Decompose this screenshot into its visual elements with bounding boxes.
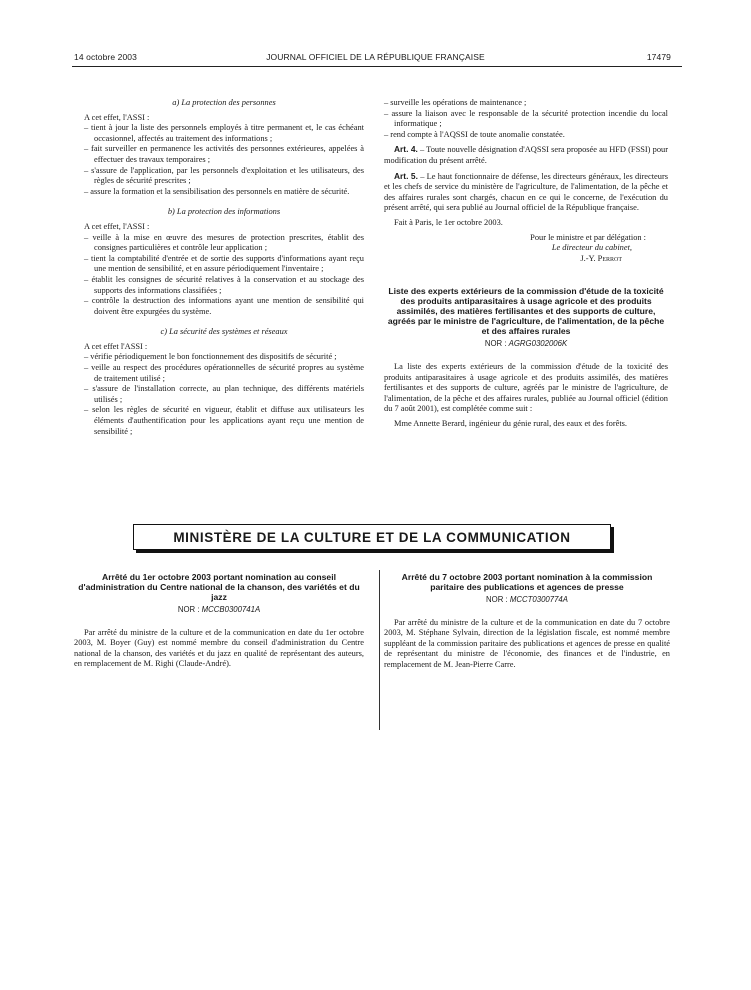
- bottom-right-column: [384, 572, 670, 671]
- list-nor: [384, 339, 668, 350]
- done-at: Fait à Paris, le 1er octobre 2003.: [394, 217, 503, 227]
- decree-title-right: Arrêté du 7 octobre 2003 portant nomination à la commission paritaire des publications et agences de presse: [401, 572, 653, 592]
- section-a-item: – tient à jour la liste des personnels employés à titre permanent et, le cas échéant occasionnel, affectés au traitement des informations ;: [84, 123, 364, 143]
- decree-paragraph-left: Par arrêté du ministre de la culture et de la communication en date du 1er octobre 2003, M. Boyer (Guy) est nommé membre du conseil d'administration du Centre national de la chanson, des variétés et du jazz en qualité de représentant des auteurs, en remplacement de M. Righi (Claude-André).: [74, 627, 364, 669]
- article-4-label: Art. 4.: [394, 144, 418, 155]
- section-b-item: – contrôle la destruction des informations ayant une mention de sensibilité qui doivent être expurgées du système.: [84, 296, 364, 316]
- section-a-item: – fait surveiller en permanence les activités des personnes extérieures, appelées à effectuer des travaux temporaires ;: [84, 144, 364, 164]
- section-b-intro: A cet effet, l'ASSI :: [84, 221, 150, 231]
- decree-nor-left: [74, 605, 364, 616]
- header-rule: [72, 66, 682, 67]
- section-a-item: – assure la formation et la sensibilisation des personnels en matière de sécurité.: [84, 186, 350, 196]
- nor-code: MCCB0300741A: [201, 605, 261, 614]
- section-a-intro: A cet effet, l'ASSI :: [84, 112, 150, 122]
- article-5-label: Art. 5.: [394, 170, 418, 181]
- list-paragraph: La liste des experts extérieurs de la commission d'étude de la toxicité des produits antiparasitaires à usage agricole et des produits assimilés, des matières fertilisantes et des supports de culture, agréés par le ministre de l'agriculture, de l'alimentation, de la pêche et des affaires rurales, publiée au Journal officiel (édition du 7 août 2001), est complétée comme suit :: [384, 361, 668, 414]
- signature-name: J.-Y. Perrot: [580, 253, 622, 263]
- section-c-intro: A cet effet l'ASSI :: [84, 341, 148, 351]
- nor-label: NOR :: [486, 595, 510, 604]
- article-4: [384, 144, 668, 166]
- decree-nor-right: [384, 595, 670, 606]
- header-date: 14 octobre 2003: [74, 52, 137, 62]
- decree-title-left: Arrêté du 1er octobre 2003 portant nomination au conseil d'administration du Centre national de la chanson, des variétés et du jazz: [78, 572, 360, 602]
- article-5-text: – Le haut fonctionnaire de défense, les directeurs généraux, les directeurs et les chefs de service du ministère de l'agriculture, de l'alimentation, de la pêche et des affaires rurales sont chargés, chacun en ce qui le concerne, de l'exécution du présent arrêté, qui sera publié au Journal officiel de la République française.: [384, 171, 668, 213]
- section-c-item: – s'assure de l'installation correcte, au plan technique, des différents matériels utilisés ;: [84, 384, 364, 404]
- nor-label: NOR :: [177, 605, 202, 614]
- right-column: [384, 98, 668, 429]
- signature-line-2: Le directeur du cabinet,: [551, 243, 632, 253]
- nor-code: AGRG0302006K: [508, 339, 568, 349]
- right-item: – rend compte à l'AQSSI de toute anomalie constatée.: [384, 129, 565, 139]
- header-journal-title: JOURNAL OFFICIEL DE LA RÉPUBLIQUE FRANÇAISE: [266, 52, 485, 62]
- left-column: [84, 98, 364, 437]
- section-a-item: – s'assure de l'application, par les personnels d'exploitation et les utilisateurs, des règles de sécurité prescrites ;: [84, 165, 364, 186]
- right-item: – surveille les opérations de maintenance ;: [384, 98, 527, 107]
- signature-line-1: Pour le ministre et par délégation :: [530, 232, 646, 242]
- section-c-item: – veille au respect des procédures opérationnelles de sécurité propres au système de traitement utilisé ;: [84, 363, 364, 383]
- list-title: Liste des experts extérieurs de la commission d'étude de la toxicité des produits antiparasitaires à usage agricole et des produits assimilés, des matières fertilisantes et des supports de culture, agréés par le ministre de l'agriculture, de l'alimentation, de la pêche et des affaires rurales: [387, 286, 665, 337]
- section-b-item: – tient la comptabilité d'entrée et de sortie des supports d'informations ayant reçu une mention de sensibilité, et en assure périodiquement l'inventaire ;: [84, 253, 364, 274]
- article-4-text: – Toute nouvelle désignation d'AQSSI sera proposée au HFD (FSSI) pour modification du présent arrêté.: [384, 145, 668, 165]
- section-a-title: a) La protection des personnes: [172, 98, 276, 107]
- section-b-title: b) La protection des informations: [167, 207, 281, 217]
- decree-paragraph-right: Par arrêté du ministre de la culture et de la communication en date du 7 octobre 2003, M. Stéphane Sylvain, direction de la législation fiscale, est nommé membre suppléant de la commission paritaire des publications et agences de presse en qualité de représentant du ministre de l'économie, des finances et de l'industrie, en remplacement de M. Jean-Pierre Carre.: [384, 617, 670, 669]
- column-divider: [379, 570, 380, 730]
- section-c-item: – vérifie périodiquement le bon fonctionnement des dispositifs de sécurité ;: [84, 352, 337, 362]
- header-page-number: 17479: [646, 52, 671, 62]
- section-c-title: c) La sécurité des systèmes et réseaux: [160, 327, 288, 337]
- nor-code: MCCT0300774A: [509, 595, 568, 604]
- section-b-item: – établit les consignes de sécurité relatives à la conservation et au stockage des supports des informations classifiées ;: [84, 274, 364, 295]
- article-5: [384, 171, 668, 214]
- section-b-item: – veille à la mise en œuvre des mesures de protection prescrites, établit des consignes particulières et contrôle leur application ;: [84, 232, 364, 253]
- nor-label: NOR :: [484, 339, 509, 349]
- section-c-item: – selon les règles de sécurité en vigueur, établit et diffuse aux utilisateurs les éléments d'authentification pour les applications ayant reçu une mention de sensibilité ;: [84, 405, 364, 436]
- list-entry: Mme Annette Berard, ingénieur du génie rural, des eaux et des forêts.: [394, 418, 628, 428]
- right-item: – assure la liaison avec le responsable de la sécurité protection incendie du local informatique ;: [384, 108, 668, 129]
- bottom-left-column: [74, 572, 364, 670]
- ministry-banner: MINISTÈRE DE LA CULTURE ET DE LA COMMUNICATION: [133, 524, 611, 550]
